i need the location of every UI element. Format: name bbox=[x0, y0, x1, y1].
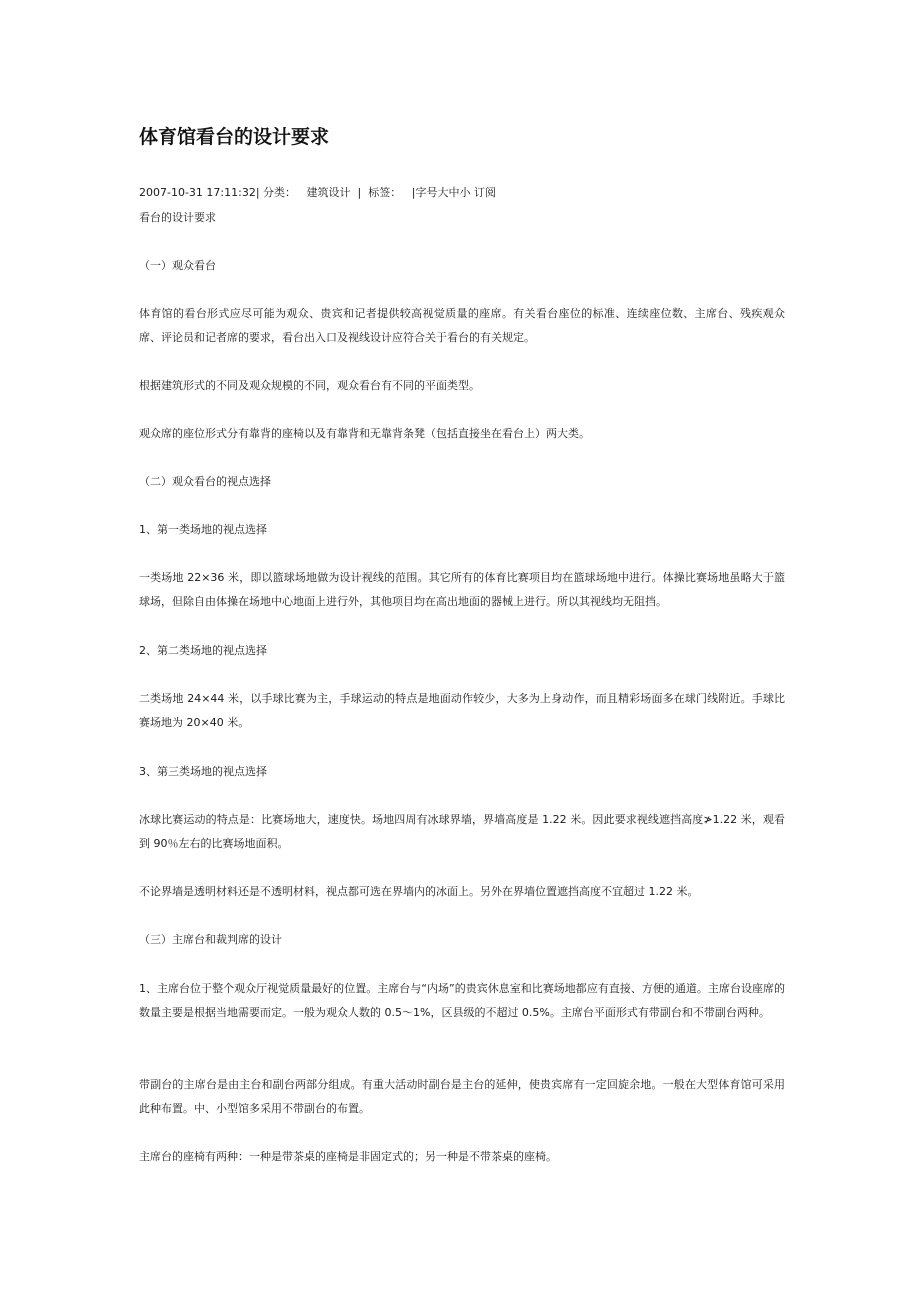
subsection-heading: 2、第二类场地的视点选择 bbox=[139, 644, 267, 657]
post-timestamp: 2007-10-31 17:11:32| bbox=[139, 186, 260, 199]
paragraph: 带副台的主席台是由主台和副台两部分组成。有重大活动时副台是主台的延伸，使贵宾席有一定回旋余地。一般在大型体育馆可采用此种布置。中、小型馆多采用不带副台的布置。 bbox=[139, 1078, 785, 1115]
paragraph: 冰球比赛运动的特点是：比赛场地大，速度快。场地四周有冰球界墙，界墙高度是 1.22 米。因此要求视线遮挡高度≯1.22 米，观看到 90％左右的比赛场地面积。 bbox=[139, 813, 785, 850]
category-link[interactable]: 建筑设计 bbox=[306, 186, 351, 199]
subsection-heading: 3、第三类场地的视点选择 bbox=[139, 765, 267, 778]
paragraph-subtitle: 看台的设计要求 bbox=[139, 211, 216, 224]
paragraph: 根据建筑形式的不同及观众规模的不同，观众看台有不同的平面类型。 bbox=[139, 379, 480, 392]
section-heading-1: （一）观众看台 bbox=[139, 259, 216, 272]
section-heading-3: （三）主席台和裁判席的设计 bbox=[139, 933, 282, 946]
section-heading-2: （二）观众看台的视点选择 bbox=[139, 475, 271, 488]
subsection-heading: 1、第一类场地的视点选择 bbox=[139, 523, 267, 536]
article-title: 体育馆看台的设计要求 bbox=[139, 126, 330, 148]
paragraph: 体育馆的看台形式应尽可能为观众、贵宾和记者提供较高视觉质量的座席。有关看台座位的标准、连续座位数、主席台、残疾观众席、评论员和记者席的要求，看台出入口及视线设计应符合关于看台的有关规定。 bbox=[139, 307, 785, 344]
font-size-switch[interactable]: |字号大中小 bbox=[411, 186, 471, 199]
paragraph: 主席台的座椅有两种：一种是带茶桌的座椅是非固定式的；另一种是不带茶桌的座椅。 bbox=[139, 1150, 557, 1163]
paragraph: 二类场地 24×44 米，以手球比赛为主，手球运动的特点是地面动作较少，大多为上身动作，而且精彩场面多在球门线附近。手球比赛场地为 20×40 米。 bbox=[139, 692, 785, 729]
paragraph: 观众席的座位形式分有靠背的座椅以及有靠背和无靠背条凳（包括直接坐在看台上）两大类。 bbox=[139, 427, 590, 440]
tags-label: 标签： bbox=[368, 186, 402, 199]
paragraph: 不论界墙是透明材料还是不透明材料，视点都可选在界墙内的冰面上。另外在界墙位置遮挡高度不宜超过 1.22 米。 bbox=[139, 885, 699, 898]
paragraph: 1、主席台位于整个观众厅视觉质量最好的位置。主席台与“内场”的贵宾休息室和比赛场地都应有直接、方便的通道。主席台设座席的数量主要是根据当地需要而定。一般为观众人数的 0.5～1%，区县级的不超过 0.5%。主席台平面形式有带副台和不带副台两种。 bbox=[139, 982, 785, 1019]
article-meta bbox=[139, 184, 496, 202]
category-label: 分类： bbox=[263, 186, 297, 199]
subscribe-link[interactable]: 订阅 bbox=[473, 186, 496, 199]
paragraph: 一类场地 22×36 米，即以篮球场地做为设计视线的范围。其它所有的体育比赛项目均在篮球场地中进行。体操比赛场地虽略大于篮球场，但除自由体操在场地中心地面上进行外，其他项目均在高出地面的器械上进行。所以其视线均无阻挡。 bbox=[139, 571, 785, 608]
meta-separator: | bbox=[357, 186, 362, 199]
